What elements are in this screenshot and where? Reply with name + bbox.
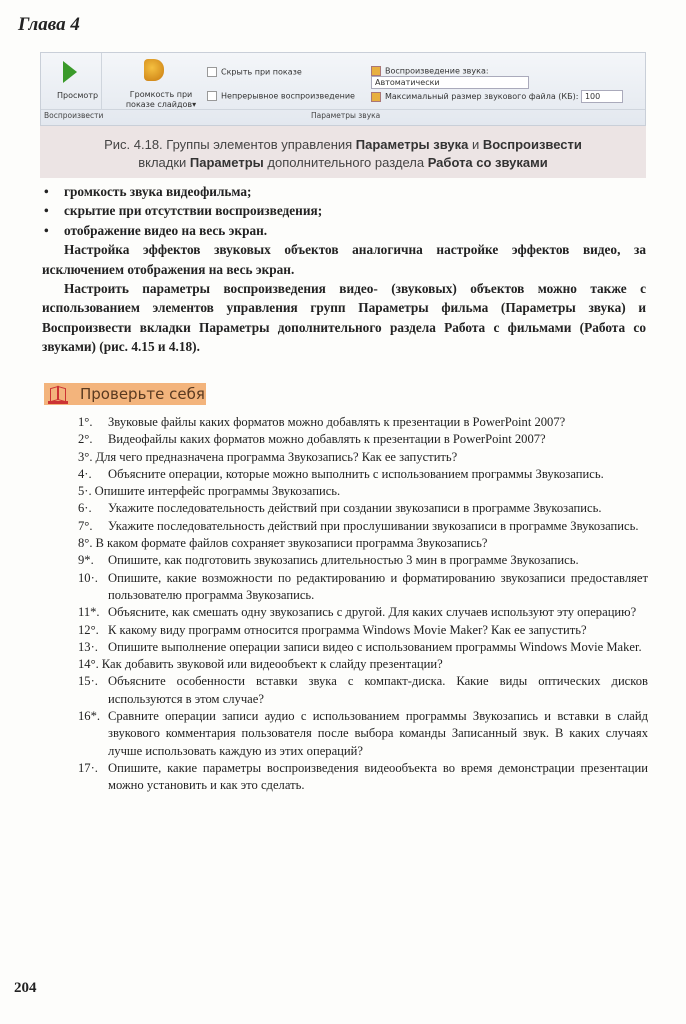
question-item xyxy=(78,622,648,639)
caption-bold: Параметры звука xyxy=(355,137,469,152)
caption-text: вкладки xyxy=(138,155,190,170)
chapter-header: Глава 4 xyxy=(18,14,80,35)
question-text: Звуковые файлы каких форматов можно добавлять к презентации в PowerPoint 2007? xyxy=(108,415,566,429)
book-icon xyxy=(48,387,68,404)
question-number: 12°. xyxy=(78,622,99,637)
question-number: 8°. xyxy=(78,536,93,551)
divider xyxy=(41,109,645,110)
question-item xyxy=(78,552,648,569)
caption-bold: Параметры xyxy=(189,155,264,170)
question-item xyxy=(78,449,648,466)
question-text: Опишите, как подготовить звукозапись длительностью 3 мин в программе Звукозапись. xyxy=(108,553,579,568)
page-number: 204 xyxy=(14,980,37,996)
group-label-sound: Параметры звука xyxy=(311,111,381,120)
question-item xyxy=(78,466,648,483)
question-number: 2°. xyxy=(78,432,93,447)
check-yourself-title: Проверьте себя xyxy=(80,385,205,403)
hide-checkbox xyxy=(207,67,302,77)
question-number: 11*. xyxy=(78,605,100,620)
question-item xyxy=(78,673,648,708)
question-number: 14°. xyxy=(78,657,99,672)
question-text: Видеофайлы каких форматов можно добавлять к презентации в PowerPoint 2007? xyxy=(108,432,546,447)
loop-checkbox xyxy=(207,91,355,101)
checkbox-icon xyxy=(207,67,217,77)
question-number: 16*. xyxy=(78,709,101,724)
volume-label-2: показе слайдов xyxy=(125,100,193,109)
caption-text: Рис. 4.18. Группы элементов управления xyxy=(104,137,356,152)
play-sound-label: Воспроизведение звука: xyxy=(385,66,489,76)
caption-text: и xyxy=(468,137,483,152)
paragraph: Настроить параметры воспроизведения видео- (звуковых) объектов можно также с использованием элементов управления групп Параметры фильма (Параметры звука) и Воспроизвести вкладки Параметры дополнительного раздела Работа с фильмами (Работа со звуками) (рис. 4.15 и 4.18). xyxy=(42,281,646,355)
speaker-icon xyxy=(144,59,164,81)
question-text: Для чего предназначена программа Звукозапись? Как ее запустить? xyxy=(95,449,458,464)
bullet-item: • отображение видео на весь экран. xyxy=(42,221,646,240)
hide-label: Скрыть при показе xyxy=(221,67,302,77)
play-icon xyxy=(63,61,77,83)
volume-button xyxy=(121,90,201,110)
question-number: 17·. xyxy=(78,760,98,775)
checkbox-icon xyxy=(207,91,217,101)
question-item xyxy=(78,656,648,673)
question-number: 10·. xyxy=(78,570,98,585)
question-text: В каком формате файлов сохраняет звукозаписи программа Звукозапись? xyxy=(95,536,488,551)
divider xyxy=(101,53,102,109)
question-text: Сравните операции записи аудио с использованием программы Звукозапись и вставки в слайд звукового комментария пользователя после выбора команды Записанный звук. В каких случаях лучше использовать каждую из этих операций? xyxy=(108,709,648,758)
bullet-item: • скрытие при отсутствии воспроизведения; xyxy=(42,201,646,220)
question-text: Укажите последовательность действий при прослушивании звукозаписи в программе Звукозапись. xyxy=(108,518,639,533)
question-text: Объясните операции, которые можно выполнить с использованием программы Звукозапись. xyxy=(108,466,604,481)
question-text: Как добавить звуковой или видеообъект к слайду презентации? xyxy=(101,657,443,672)
question-item xyxy=(78,483,648,500)
figure-caption xyxy=(40,136,646,172)
question-number: 13·. xyxy=(78,639,98,654)
loop-label: Непрерывное воспроизведение xyxy=(221,91,355,101)
question-text: Объясните, как смешать одну звукозапись с другой. Для каких случаев используют эту операцию? xyxy=(108,605,637,620)
figure-4-18 xyxy=(40,52,646,178)
body-text xyxy=(42,182,646,357)
bullet-item: • громкость звука видеофильма; xyxy=(42,182,646,201)
caption-bold: Работа со звуками xyxy=(427,155,548,170)
group-label-play: Воспроизвести xyxy=(44,111,104,120)
question-item xyxy=(78,760,648,795)
preview-button: Просмотр xyxy=(57,91,99,100)
question-text: Опишите выполнение операции записи видео с использованием программы Windows Movie Maker. xyxy=(108,639,642,654)
max-size-label: Максимальный размер звукового файла (КБ): xyxy=(385,92,579,101)
question-number: 6·. xyxy=(78,501,92,516)
question-number: 9*. xyxy=(78,553,94,568)
caption-bold: Воспроизвести xyxy=(482,137,582,152)
caption-text: дополнительного раздела xyxy=(263,155,428,170)
play-sound-select: Автоматически xyxy=(371,76,529,89)
max-size-icon xyxy=(371,92,381,102)
max-size-field: 100 xyxy=(581,90,623,103)
question-item xyxy=(78,570,648,605)
question-text: Опишите, какие возможности по редактированию и форматированию звукозаписи предоставляет пользователю программа Звукозапись. xyxy=(108,570,648,602)
question-item xyxy=(78,518,648,535)
questions-list xyxy=(78,414,648,795)
play-sound-row xyxy=(371,66,645,89)
question-number: 3°. xyxy=(78,449,93,464)
question-number: 4·. xyxy=(78,466,92,481)
volume-label-1: Громкость при xyxy=(129,90,193,99)
question-number: 15·. xyxy=(78,674,98,689)
ribbon-screenshot xyxy=(40,52,646,126)
question-item xyxy=(78,639,648,656)
play-sound-icon xyxy=(371,66,381,76)
paragraph: Настройка эффектов звуковых объектов аналогична настройке эффектов видео, за исключением отображения на весь экран. xyxy=(42,242,646,277)
question-item xyxy=(78,431,648,448)
question-item xyxy=(78,414,648,431)
check-yourself-banner xyxy=(44,383,206,405)
question-item xyxy=(78,604,648,621)
question-text: Опишите интерфейс программы Звукозапись. xyxy=(94,484,341,499)
question-item xyxy=(78,708,648,760)
question-item xyxy=(78,500,648,517)
question-text: Укажите последовательность действий при создании звукозаписи в программе Звукозапись. xyxy=(108,501,602,516)
question-number: 1°. xyxy=(78,415,93,429)
question-number: 5·. xyxy=(78,484,92,499)
question-text: Опишите, какие параметры воспроизведения видеообъекта во время демонстрации презентации можно установить и как это сделать. xyxy=(108,760,648,793)
question-item xyxy=(78,535,648,552)
question-text: К какому виду программ относится программа Windows Movie Maker? Как ее запустить? xyxy=(108,622,587,637)
question-number: 7°. xyxy=(78,518,93,533)
question-text: Объясните особенности вставки звука с компакт-диска. Какие виды оптических дисков используются в этом случае? xyxy=(108,674,648,706)
dropdown-arrow-icon: ▾ xyxy=(192,100,197,109)
max-size-row xyxy=(371,90,623,103)
